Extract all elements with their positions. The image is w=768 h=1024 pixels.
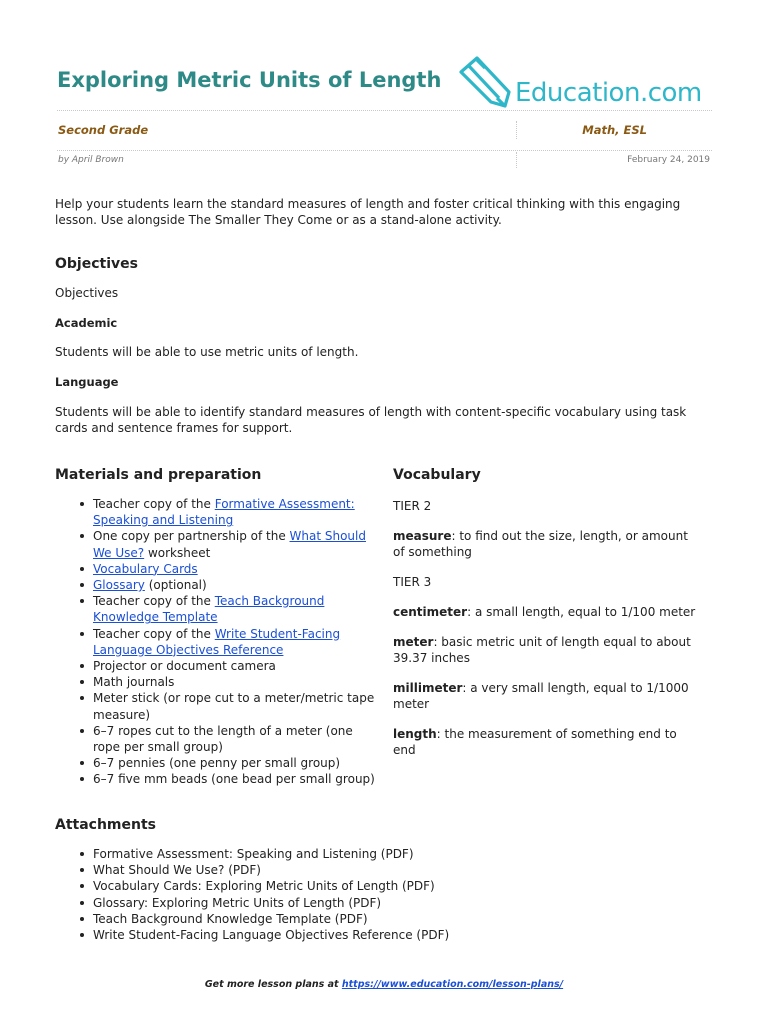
intro-paragraph: Help your students learn the standard measures of length and foster critical thinking with this engaging lesson. Use alongside The Smaller They Come or as a stand-alone activity.: [55, 197, 681, 227]
materials-item-text: Teacher copy of the: [93, 497, 215, 511]
materials-item-link[interactable]: Vocabulary Cards: [93, 561, 198, 576]
lesson-plans-link[interactable]: https://www.education.com/lesson-plans/: [341, 979, 564, 990]
logo-wordmark: Education.com: [515, 78, 702, 108]
grade-level: Second Grade: [58, 123, 149, 137]
materials-item-link[interactable]: Write Student-Facing Language Objectives Reference: [93, 626, 341, 657]
materials-item: [55, 674, 375, 690]
attachment-item: Vocabulary Cards: Exploring Metric Units of Length (PDF): [55, 878, 555, 894]
materials-item: [55, 593, 375, 625]
materials-item: [55, 496, 375, 528]
academic-text: Students will be able to use metric units of length.: [55, 345, 359, 359]
materials-list: [55, 496, 375, 788]
vocabulary-heading: Vocabulary: [393, 467, 481, 483]
tier-3-label: TIER 3: [393, 575, 432, 589]
materials-item: [55, 658, 375, 674]
materials-item: [55, 771, 375, 787]
objectives-subheading: Objectives: [55, 286, 119, 300]
divider: [57, 110, 712, 111]
vocab-term-definition: : to find out the size, length, or amount of something: [393, 529, 688, 559]
materials-item-link[interactable]: Formative Assessment: Speaking and Listening: [93, 497, 355, 528]
attachment-item: What Should We Use? (PDF): [55, 862, 555, 878]
materials-item-text: One copy per partnership of the: [93, 529, 290, 544]
attachments-list: [55, 846, 555, 943]
footer-text: Get more lesson plans at: [204, 979, 342, 990]
materials-item-suffix: worksheet: [144, 545, 211, 560]
attachment-item: Glossary: Exploring Metric Units of Length (PDF): [55, 895, 555, 911]
vocab-term-definition: : the measurement of something end to end: [393, 727, 677, 757]
vocab-term-definition: : a small length, equal to 1/100 meter: [467, 605, 696, 619]
vocab-term: [393, 528, 703, 560]
materials-item: [55, 755, 375, 771]
vocab-term-word: centimeter: [393, 605, 468, 619]
materials-item: [55, 561, 375, 577]
attachments-heading: Attachments: [55, 817, 157, 833]
language-text: Students will be able to identify standard measures of length with content-specific vocabulary using task cards and sentence frames for support.: [55, 405, 687, 435]
education-com-logo[interactable]: [455, 56, 715, 112]
materials-item: [55, 626, 375, 658]
divider: [57, 150, 712, 151]
materials-item: [55, 690, 375, 722]
vocab-term-definition: : basic metric unit of length equal to about 39.37 inches: [393, 635, 691, 665]
author: by April Brown: [58, 155, 124, 165]
divider: [516, 121, 517, 139]
materials-item-text: Teacher copy of the: [93, 626, 215, 641]
materials-heading: Materials and preparation: [55, 467, 262, 483]
objectives-heading: Objectives: [55, 256, 138, 272]
attachment-item: Formative Assessment: Speaking and Listening (PDF): [55, 846, 555, 862]
vocab-term: [393, 726, 703, 758]
vocab-term: [393, 680, 703, 712]
vocab-term-definition: : a very small length, equal to 1/1000 meter: [393, 681, 689, 711]
materials-item-link[interactable]: What Should We Use?: [93, 529, 366, 560]
attachment-item: Write Student-Facing Language Objectives Reference (PDF): [55, 927, 555, 943]
materials-item-text: Teacher copy of the: [93, 594, 215, 609]
materials-item-text: 6–7 pennies (one penny per small group): [93, 756, 341, 771]
academic-label: Academic: [55, 316, 118, 330]
publish-date: February 24, 2019: [627, 155, 710, 165]
materials-item: [55, 723, 375, 755]
vocab-term-word: millimeter: [393, 681, 463, 695]
materials-item-text: 6–7 five mm beads (one bead per small group): [93, 772, 375, 787]
vocab-term-word: length: [393, 727, 437, 741]
vocab-term-word: meter: [393, 635, 434, 649]
vocab-term-word: measure: [393, 529, 452, 543]
materials-item: [55, 528, 375, 560]
attachment-item: Teach Background Knowledge Template (PDF): [55, 911, 555, 927]
materials-item-link[interactable]: Glossary: [93, 578, 145, 593]
materials-item-suffix: (optional): [144, 578, 207, 593]
materials-item: [55, 577, 375, 593]
vocab-term: [393, 634, 703, 666]
tier-2-label: TIER 2: [393, 499, 432, 513]
pencil-logo-icon: [455, 56, 515, 112]
page-title: Exploring Metric Units of Length: [57, 68, 442, 92]
materials-item-text: Projector or document camera: [93, 659, 276, 674]
materials-item-text: Math journals: [93, 675, 175, 690]
materials-item-link[interactable]: Teach Background Knowledge Template: [93, 594, 325, 625]
footer: [0, 979, 768, 990]
language-label: Language: [55, 375, 119, 389]
materials-item-text: Meter stick (or rope cut to a meter/metric tape measure): [93, 691, 375, 722]
materials-item-text: 6–7 ropes cut to the length of a meter (one rope per small group): [93, 723, 353, 755]
divider: [516, 152, 517, 168]
vocab-term: [393, 604, 703, 620]
subject: Math, ESL: [582, 123, 647, 137]
